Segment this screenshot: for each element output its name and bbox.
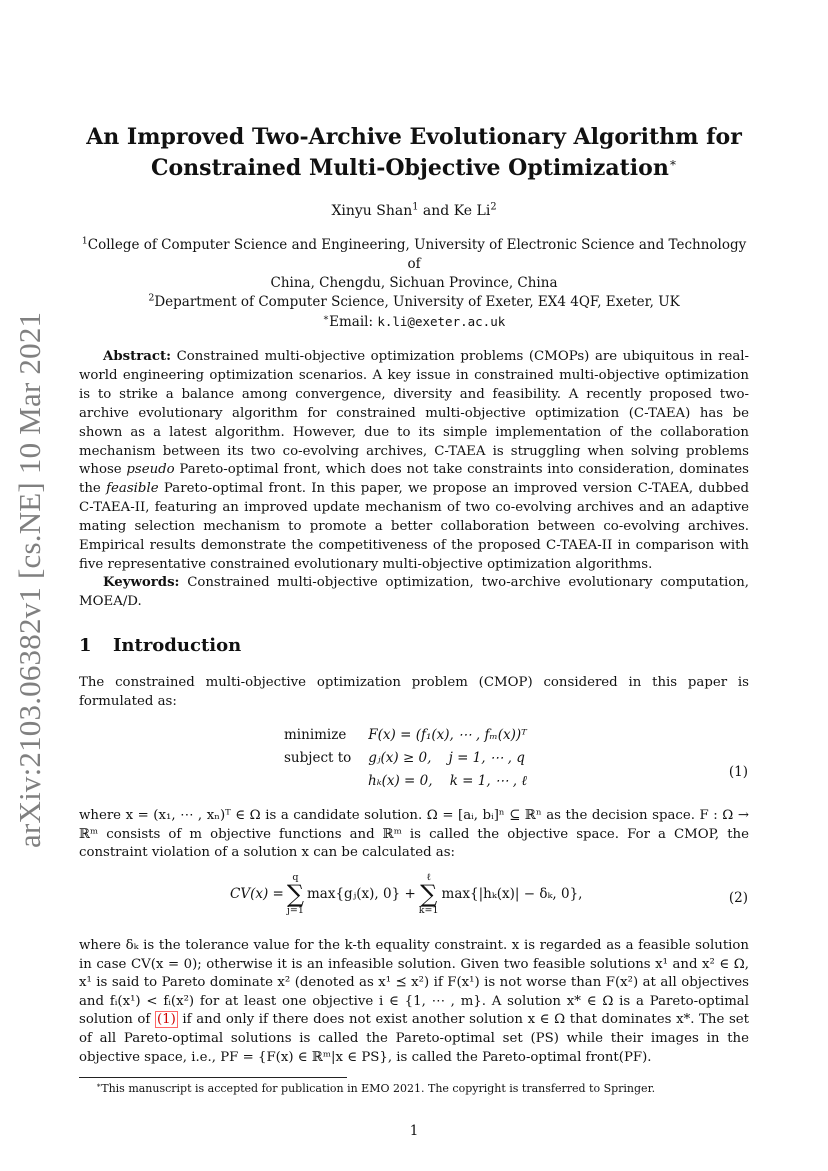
footnote-text: This manuscript is accepted for publication in EMO 2021. The copyright is transferred to Springer.	[101, 1082, 656, 1095]
section-heading	[79, 635, 241, 656]
eq1-equality-constraints: hₖ(x) = 0, k = 1, ⋯ , ℓ	[368, 773, 527, 789]
equation-1-number: (1)	[728, 764, 748, 780]
eq1-inequality-constraints: gⱼ(x) ≥ 0, j = 1, ⋯ , q	[368, 750, 525, 766]
affiliation-2	[80, 293, 748, 312]
affiliations	[80, 236, 748, 332]
affil-1-line-2: China, Chengdu, Sichuan Province, China	[270, 275, 558, 291]
email-mark: ∗	[322, 312, 330, 324]
title-line-1: An Improved Two-Archive Evolutionary Algorithm for	[86, 124, 742, 150]
eq2-sum-1	[287, 872, 304, 916]
equation-2-number: (2)	[728, 890, 748, 906]
sum-icon: ∑	[286, 880, 304, 908]
authors	[60, 203, 768, 219]
eq2-sum-2-upper: ℓ	[426, 872, 431, 883]
author-1: Xinyu Shan	[331, 203, 413, 219]
intro-paragraph-3	[79, 937, 749, 1067]
eq2-sum-2	[419, 872, 439, 916]
intro-paragraph-2	[79, 807, 749, 863]
email-label: Email:	[329, 314, 378, 330]
para2-line-1: where x = (x₁, ⋯ , xₙ)ᵀ ∈ Ω is a candidate solution. Ω = [aᵢ, bᵢ]ⁿ ⊆ ℝⁿ as the decision space.	[79, 808, 695, 823]
para3-text-b: if and only if there does not exist another solution x ∈ Ω that dominates x*. The set of all Pareto-optimal solutions is called the Pareto-optimal set (PS) while their images in the objective space, i.e., PF = {F(x) ∈ ℝᵐ|x ∈ PS}, is called the Pareto-optimal front(PF).	[79, 1012, 749, 1065]
author-separator: and	[418, 203, 454, 219]
affil-1-mark: 1	[81, 235, 88, 247]
affiliation-1	[80, 236, 748, 274]
section-number: 1	[79, 635, 92, 656]
footnote	[96, 1082, 655, 1095]
title-line-2	[60, 153, 768, 184]
abstract-label: Abstract:	[103, 349, 172, 364]
equation-1	[284, 724, 527, 793]
page-number: 1	[409, 1123, 419, 1139]
abstract-emphasis-pseudo: pseudo	[126, 462, 175, 478]
section-title: Introduction	[113, 635, 242, 656]
abstract-text-3: Pareto-optimal front. In this paper, we propose an improved version C-TAEA, dubbed C-TAEA-II, featuring an improved update mechanism of two co-evolving archives and an adaptive mating selection mechanism to promote a better collaboration between co-evolving archives. Empirical results demonstrate the competitiveness of the proposed C-TAEA-II in comparison with five representative constrained evolutionary multi-objective optimization algorithms.	[79, 481, 749, 572]
sum-icon: ∑	[420, 880, 438, 908]
arxiv-identifier[interactable]: arXiv:2103.06382v1 [cs.NE] 10 Mar 2021	[12, 311, 47, 848]
footnote-divider	[79, 1077, 347, 1078]
eq2-lhs: CV(x) =	[230, 886, 284, 902]
abstract-emphasis-feasible: feasible	[106, 481, 159, 497]
title-line-2-text: Constrained Multi-Objective Optimization	[151, 155, 669, 181]
eq1-row-equality	[284, 770, 527, 793]
eq2-sum-2-lower: k=1	[418, 905, 439, 916]
email-address[interactable]: k.li@exeter.ac.uk	[377, 314, 506, 329]
equation-2	[230, 872, 582, 916]
email-line	[80, 312, 748, 332]
equation-1-reference-link[interactable]: (1)	[156, 1012, 176, 1028]
affil-1-line-1: College of Computer Science and Engineering, University of Electronic Science and Technology of	[87, 237, 747, 272]
title-footnote-mark[interactable]: ∗	[668, 155, 677, 170]
intro-paragraph-1: The constrained multi-objective optimization problem (CMOP) considered in this paper is formulated as:	[79, 675, 749, 709]
author-1-affil-mark: 1	[412, 201, 419, 213]
para3-text-a: where δₖ is the tolerance value for the k-th equality constraint. x is regarded as a feasible solution in case CV(x = 0); otherwise it is an infeasible solution. Given two feasible solutions x¹ and x² ∈ Ω, x¹ is said to Pareto dominate x² (denoted as x¹ ⪯ x²) if F(x¹) is not worse than F(x²) at all objectives and fᵢ(x¹) < fᵢ(x²) for at least one objective i ∈ {1, ⋯ , m}. A solution x* ∈ Ω is a Pareto-optimal solution of	[79, 938, 749, 1028]
para2-line-2: F : Ω → ℝᵐ consists of m objective functions and ℝᵐ is called the objective space. For a CMOP, the constraint violation of a solution x can be calculated as:	[79, 808, 749, 861]
eq1-objective: F(x) = (f₁(x), ⋯ , fₘ(x))ᵀ	[368, 727, 527, 743]
eq2-sum-1-lower: j=1	[286, 905, 304, 916]
affil-2-mark: 2	[148, 292, 155, 304]
keywords-label: Keywords:	[103, 575, 180, 590]
keywords-text: Constrained multi-objective optimization, two-archive evolutionary computation, MOEA/D.	[79, 575, 749, 609]
eq2-term-2: max{|hₖ(x)| − δₖ, 0},	[441, 886, 583, 902]
footnote-mark: ∗	[96, 1080, 102, 1090]
eq1-row-minimize	[284, 724, 527, 747]
author-2: Ke Li	[453, 203, 491, 219]
eq2-sum-1-upper: q	[292, 872, 299, 883]
paper-title	[60, 122, 768, 184]
eq1-row-subject-to	[284, 747, 527, 770]
affil-2-text: Department of Computer Science, University of Exeter, EX4 4QF, Exeter, UK	[154, 294, 680, 310]
abstract	[79, 348, 749, 575]
eq1-minimize-label: minimize	[284, 727, 347, 743]
abstract-text-1: Constrained multi-objective optimization problems (CMOPs) are ubiquitous in real-world engineering optimization scenarios. A key issue in constrained multi-objective optimization is to strike a balance among convergence, diversity and feasibility. A recently proposed two-archive evolutionary algorithm for constrained multi-objective optimization (C-TAEA) has be shown as a latest algorithm. However, due to its simple implementation of the collaboration mechanism between its two co-evolving archives, C-TAEA is struggling when solving problems whose	[79, 349, 750, 478]
eq1-subject-to-label: subject to	[284, 750, 352, 766]
keywords	[79, 573, 749, 611]
abstract-text-2: Pareto-optimal front, which does not take constraints into consideration, dominates the	[79, 462, 749, 497]
author-2-affil-mark: 2	[490, 201, 497, 213]
eq2-term-1: max{gⱼ(x), 0} +	[306, 886, 416, 902]
